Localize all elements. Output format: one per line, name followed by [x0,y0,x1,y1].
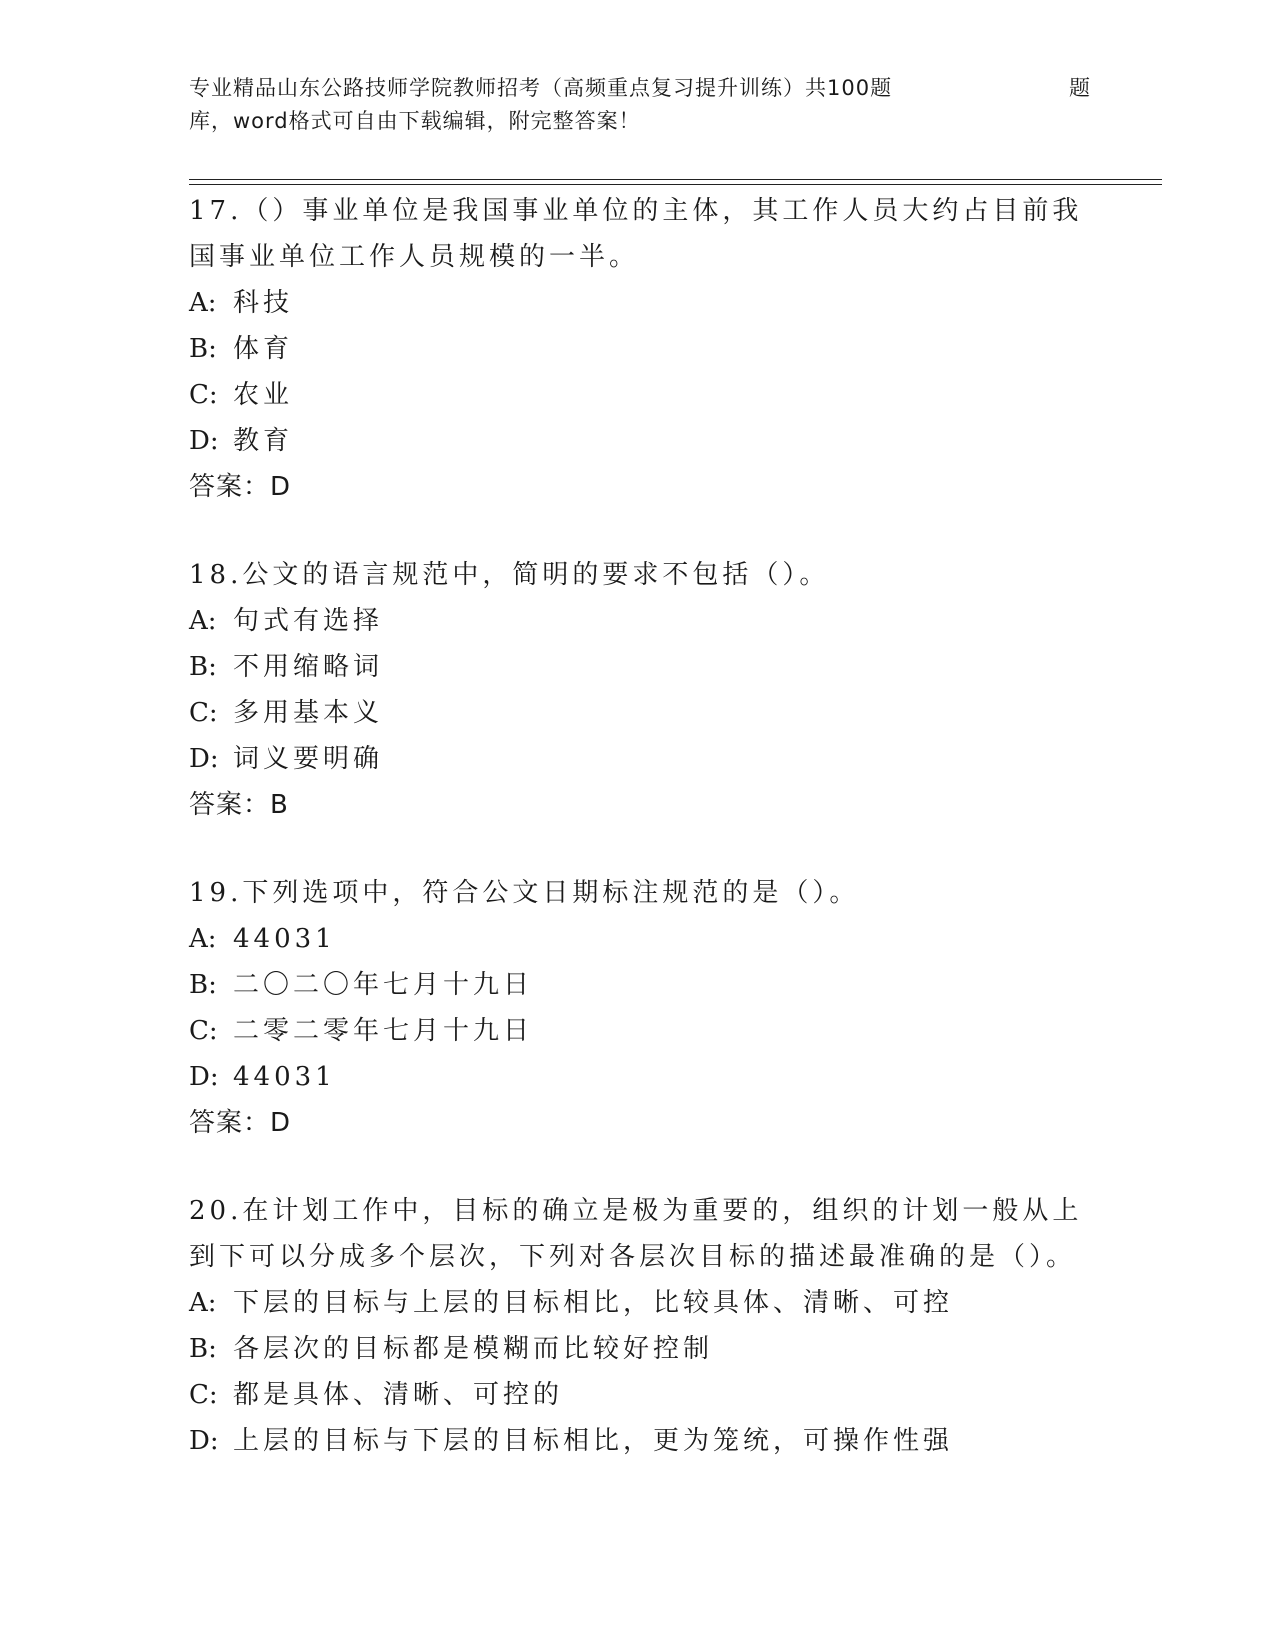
question-stem: 20.在计划工作中，目标的确立是极为重要的，组织的计划一般从上到下可以分成多个层次，下列对各层次目标的描述最准确的是（）。 [189,1196,1083,1272]
answer: 答案：D [189,472,292,502]
option-text: 教育 [233,426,294,456]
header-line-2: 库，word格式可自由下载编辑，附完整答案！ [189,109,641,133]
header-line-1 [189,72,1089,105]
option-text: 多用基本义 [233,698,384,728]
option-label: C: [189,698,218,728]
option-text: 体育 [233,334,294,364]
option-c [189,1008,1089,1054]
option-d [189,736,1089,782]
option-c [189,690,1089,736]
header-divider-top [189,179,1162,180]
document-header [189,72,1089,138]
answer: 答案：B [189,790,289,820]
option-d [189,1054,1089,1100]
question-stem: 17.（）事业单位是我国事业单位的主体，其工作人员大约占目前我国事业单位工作人员规模的一半。 [189,196,1083,272]
option-text: 词义要明确 [233,744,384,774]
option-b [189,962,1089,1008]
option-text: 各层次的目标都是模糊而比较好控制 [233,1334,714,1364]
option-text: 都是具体、清晰、可控的 [233,1380,564,1410]
question-17 [189,188,1089,510]
option-b [189,644,1089,690]
option-label: A: [189,1288,217,1318]
option-a [189,1280,1089,1326]
header-title-tail: 题 [1069,76,1091,100]
option-text: 下层的目标与上层的目标相比，比较具体、清晰、可控 [233,1288,954,1318]
option-label: C: [189,380,218,410]
option-text: 句式有选择 [233,606,384,636]
option-text: 不用缩略词 [233,652,384,682]
option-label: C: [189,1380,218,1410]
question-stem: 19.下列选项中，符合公文日期标注规范的是（）。 [189,878,860,908]
option-text: 上层的目标与下层的目标相比，更为笼统，可操作性强 [233,1426,954,1456]
question-18 [189,552,1089,828]
option-label: D: [189,744,219,774]
option-c [189,372,1089,418]
option-d [189,418,1089,464]
option-text: 44031 [233,924,336,954]
option-b [189,326,1089,372]
option-text: 二零二零年七月十九日 [233,1016,534,1046]
option-c [189,1372,1089,1418]
header-divider-bottom [189,184,1162,185]
option-label: A: [189,924,217,954]
option-text: 农业 [233,380,294,410]
option-text: 科技 [233,288,294,318]
option-label: A: [189,288,217,318]
option-a [189,916,1089,962]
option-a [189,280,1089,326]
header-title: 专业精品山东公路技师学院教师招考（高频重点复习提升训练）共100题 [189,76,893,100]
option-label: D: [189,1426,219,1456]
answer: 答案：D [189,1108,292,1138]
option-b [189,1326,1089,1372]
option-label: B: [189,334,217,364]
question-20 [189,1188,1089,1464]
option-label: D: [189,1062,219,1092]
option-label: C: [189,1016,218,1046]
option-text: 二〇二〇年七月十九日 [233,970,534,1000]
option-label: D: [189,426,219,456]
question-19 [189,870,1089,1146]
option-label: B: [189,1334,217,1364]
option-label: B: [189,970,217,1000]
option-d [189,1418,1089,1464]
option-a [189,598,1089,644]
option-label: A: [189,606,217,636]
question-list [189,188,1089,1506]
question-stem: 18.公文的语言规范中，简明的要求不包括（）。 [189,560,830,590]
option-label: B: [189,652,217,682]
option-text: 44031 [233,1062,336,1092]
